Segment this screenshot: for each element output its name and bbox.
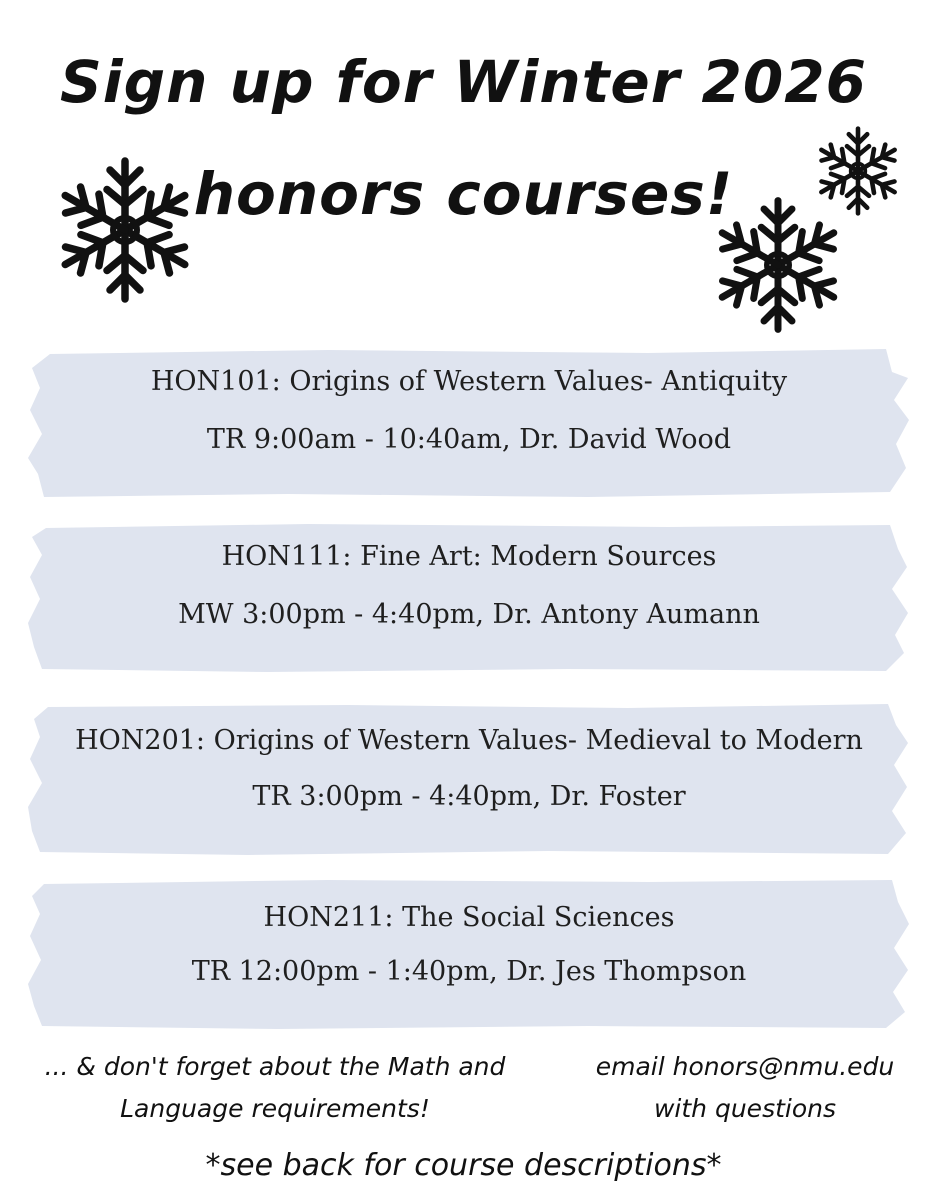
course-schedule: TR 12:00pm - 1:40pm, Dr. Jes Thompson (191, 956, 747, 987)
course-title: HON211: The Social Sciences (263, 902, 675, 933)
course-schedule: TR 9:00am - 10:40am, Dr. David Wood (206, 424, 732, 455)
course-card-3 (28, 703, 910, 856)
course-schedule: TR 3:00pm - 4:40pm, Dr. Foster (252, 781, 686, 812)
reminder-line-2: Language requirements! (120, 1094, 430, 1123)
snowflake-icon (708, 195, 848, 335)
course-card-4 (28, 878, 910, 1030)
back-note: *see back for course descriptions* (205, 1148, 722, 1183)
course-title: HON111: Fine Art: Modern Sources (221, 541, 717, 572)
course-title: HON101: Origins of Western Values- Antiquity (150, 366, 788, 397)
course-card-2 (28, 523, 910, 673)
title-line-1: Sign up for Winter 2026 (60, 48, 867, 116)
contact-line-2: with questions (653, 1094, 837, 1123)
snowflake-icon (50, 155, 200, 305)
course-schedule: MW 3:00pm - 4:40pm, Dr. Antony Aumann (178, 599, 760, 630)
brush-band (28, 878, 910, 1030)
course-card-1 (28, 348, 910, 498)
course-title: HON201: Origins of Western Values- Medieval to Modern (75, 725, 863, 756)
reminder-line-1: ... & don't forget about the Math and (44, 1052, 506, 1081)
contact-email: email honors@nmu.edu (595, 1052, 895, 1081)
title-line-2: honors courses! (193, 160, 734, 228)
